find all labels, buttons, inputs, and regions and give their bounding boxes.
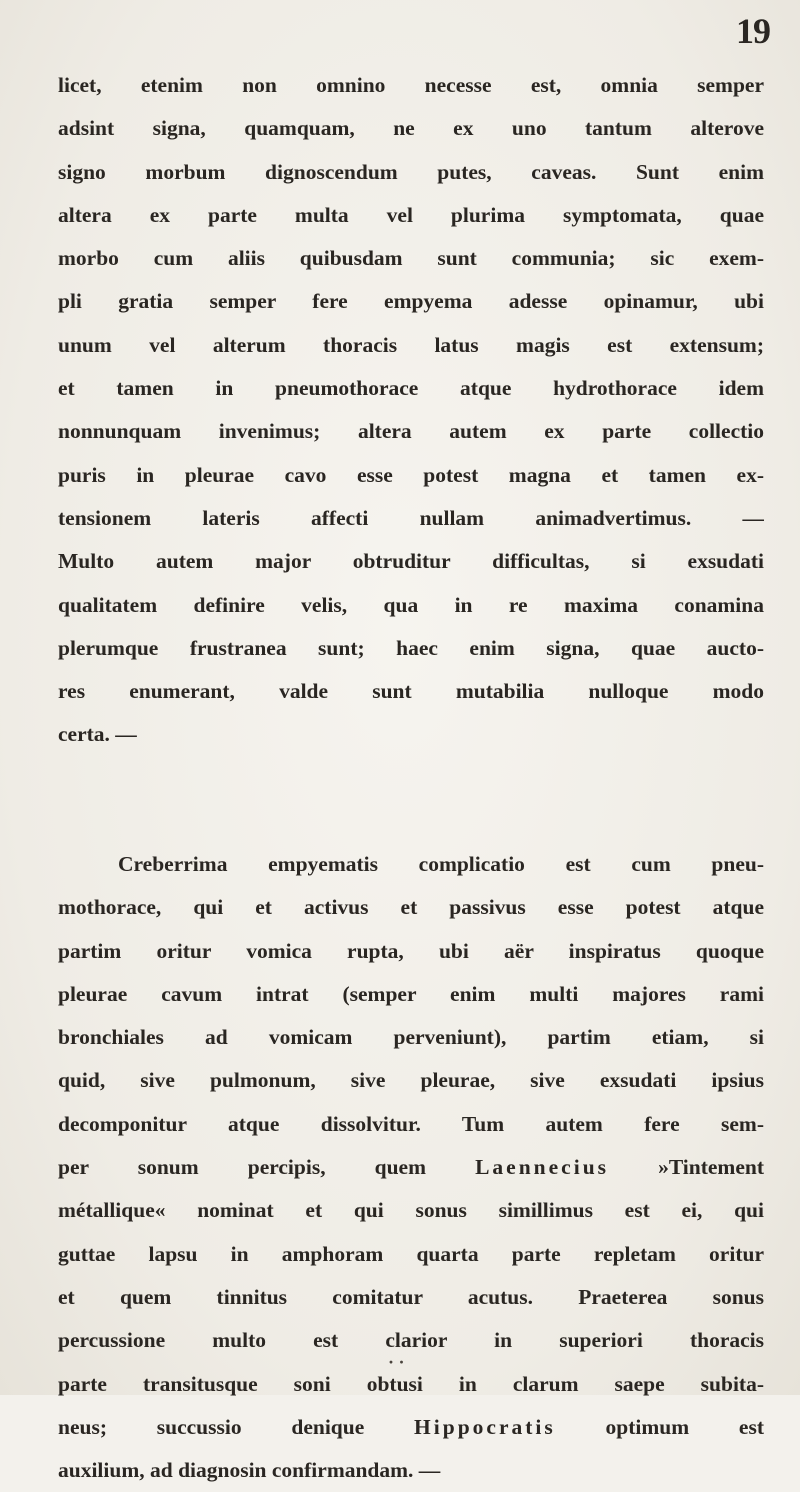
- text-line: decomponitur atque dissolvitur. Tum autem fere sem-: [58, 1111, 764, 1136]
- text-line: guttae lapsu in amphoram quarta parte repletam oritur: [58, 1241, 764, 1266]
- text-line: puris in pleurae cavo esse potest magna et tamen ex-: [58, 462, 764, 487]
- paragraph-1: [58, 64, 764, 757]
- text-line: qualitatem definire velis, qua in re maxima conamina: [58, 592, 764, 617]
- text-fragment: optimum est: [555, 1414, 764, 1439]
- text-fragment: neus; succussio denique: [58, 1414, 415, 1439]
- text-line: morbo cum aliis quibusdam sunt communia; sic exem-: [58, 246, 764, 271]
- text-line-with-author: [58, 1406, 764, 1449]
- author-name-hippocratis: Hippocratis: [414, 1414, 556, 1439]
- text-line: percussione multo est clarior in superiori thoracis: [58, 1328, 764, 1353]
- text-line: partim oritur vomica rupta, ubi aër inspiratus quoque: [58, 938, 764, 963]
- text-line: licet, etenim non omnino necesse est, omnia semper: [58, 73, 764, 97]
- text-line: certa. —: [58, 722, 137, 747]
- text-line: signo morbum dignoscendum putes, caveas. Sunt enim: [58, 159, 764, 184]
- text-line: pleurae cavum intrat (semper enim multi majores rami: [58, 981, 764, 1006]
- text-line: tensionem lateris affecti nullam animadvertimus. —: [58, 505, 764, 530]
- text-line: res enumerant, valde sunt mutabilia nulloque modo: [58, 679, 764, 704]
- text-line: altera ex parte multa vel plurima symptomata, quae: [58, 202, 764, 227]
- text-line: plerumque frustranea sunt; haec enim signa, quae aucto-: [58, 635, 764, 660]
- signature-mark: · ·: [388, 1352, 405, 1372]
- author-name-laennecius: Laennecius: [475, 1155, 610, 1180]
- text-fragment: »Tintement: [609, 1155, 764, 1180]
- text-line-with-author: [58, 1146, 764, 1189]
- text-fragment: per sonum percipis, quem: [58, 1155, 476, 1180]
- text-line: pli gratia semper fere empyema adesse opinamur, ubi: [58, 289, 764, 314]
- text-line: quid, sive pulmonum, sive pleurae, sive exsudati ipsius: [58, 1068, 764, 1093]
- text-line: mothorace, qui et activus et passivus esse potest atque: [58, 895, 764, 920]
- text-line: unum vel alterum thoracis latus magis est extensum;: [58, 332, 764, 357]
- text-line: parte transitusque soni obtusi in clarum saepe subita-: [58, 1371, 764, 1396]
- text-line: métallique« nominat et qui sonus simillimus est ei, qui: [58, 1198, 764, 1223]
- text-line: adsint signa, quamquam, ne ex uno tantum alterove: [58, 116, 764, 141]
- text-line: et tamen in pneumothorace atque hydrothorace idem: [58, 376, 764, 401]
- text-line: Multo autem major obtruditur difficultas, si exsudati: [58, 549, 764, 574]
- text-line: auxilium, ad diagnosin confirmandam. —: [58, 1458, 441, 1483]
- text-line: bronchiales ad vomicam perveniunt), partim etiam, si: [58, 1025, 764, 1050]
- text-line: Creberrima empyematis complicatio est cum pneu-: [118, 852, 764, 876]
- text-line: et quem tinnitus comitatur acutus. Praeterea sonus: [58, 1284, 764, 1309]
- text-line: nonnunquam invenimus; altera autem ex parte collectio: [58, 419, 764, 444]
- page-number: 19: [736, 11, 770, 51]
